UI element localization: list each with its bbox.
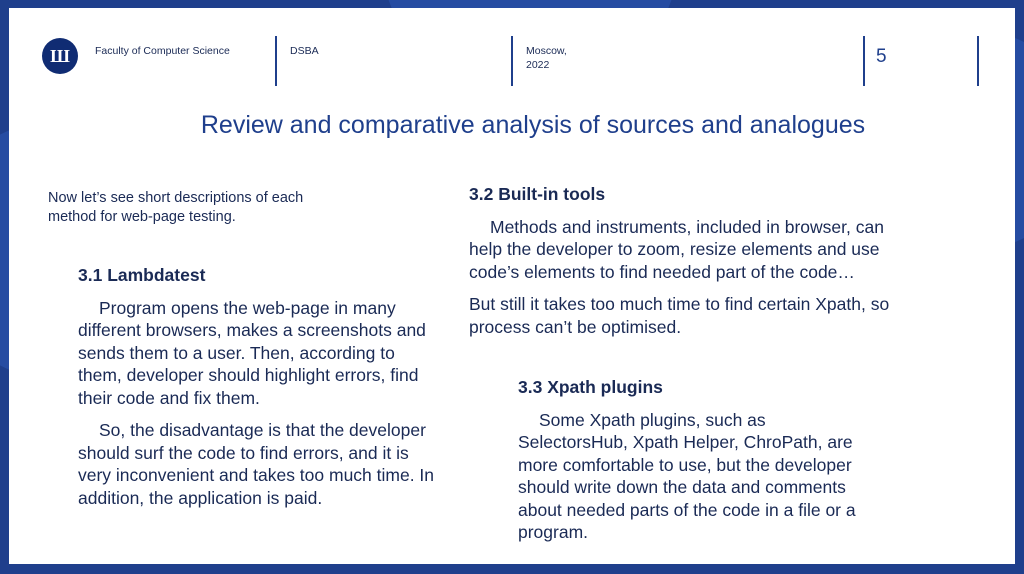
- slide: [9, 8, 1015, 564]
- section-lambdatest: [78, 264, 440, 509]
- section-heading: 3.1 Lambdatest: [78, 265, 206, 285]
- section-paragraph: Some Xpath plugins, such as SelectorsHub, Xpath Helper, ChroPath, are more comfortable to use, but the developer should write down the data and comments about needed parts of the code in a file or a program.: [518, 409, 856, 542]
- section-heading: 3.2 Built-in tools: [469, 184, 606, 204]
- header-divider: [863, 36, 865, 86]
- section-heading: 3.3 Xpath plugins: [518, 377, 663, 397]
- section-paragraph: But still it takes too much time to find certain Xpath, so process can’t be optimised.: [469, 294, 890, 337]
- city-label: Moscow,: [526, 45, 567, 57]
- slide-title: Review and comparative analysis of sources and analogues: [200, 111, 866, 139]
- intro-text: Now let’s see short descriptions of each method for web-page testing.: [48, 190, 304, 225]
- hse-logo-icon: Ш: [42, 38, 78, 74]
- header-divider: [977, 36, 979, 86]
- year-label: 2022: [526, 59, 550, 71]
- section-builtin-tools: [469, 183, 909, 338]
- header-divider: [275, 36, 277, 86]
- program-label: DSBA: [290, 45, 319, 57]
- header-divider: [511, 36, 513, 86]
- section-xpath-plugins: [518, 376, 880, 544]
- section-paragraph: Methods and instruments, included in browser, can help the developer to zoom, resize elements and use code’s elements to find needed part of the code…: [469, 216, 884, 282]
- section-paragraph: So, the disadvantage is that the developer should surf the code to find errors, and it is very inconvenient and takes too much time. In addition, the application is paid.: [78, 420, 435, 508]
- location-label: [526, 44, 567, 72]
- faculty-label: Faculty of Computer Science: [95, 45, 230, 57]
- section-paragraph: Program opens the web-page in many different browsers, makes a screenshots and sends them to a user. Then, according to them, developer should highlight errors, find their code and fix them.: [78, 297, 426, 408]
- page-number: 5: [876, 46, 887, 67]
